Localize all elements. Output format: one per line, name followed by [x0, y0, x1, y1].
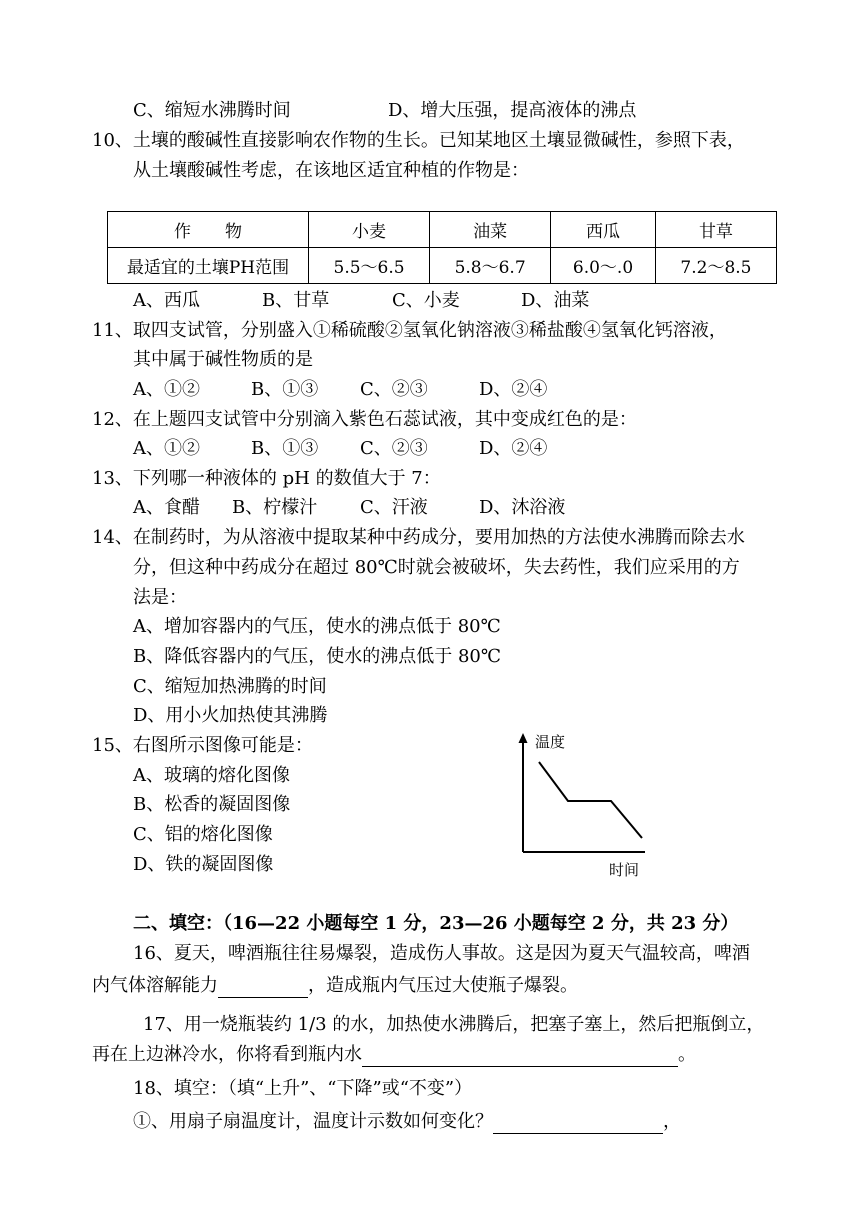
q10-option-c: C、小麦 — [392, 290, 460, 311]
q16-answer-blank[interactable] — [218, 977, 308, 998]
q11-line1: 11、取四支试管，分别盛入①稀硫酸②氢氧化钠溶液③稀盐酸④氢氧化钙溶液， — [92, 320, 727, 341]
q14-line2: 分，但这种中药成分在超过 80℃时就会被破坏，失去药性，我们应采用的方 — [133, 557, 740, 578]
q17-answer-blank[interactable] — [362, 1046, 678, 1067]
q13-option-c: C、汗液 — [360, 497, 428, 518]
q16-text-b: ，造成瓶内气压过大使瓶子爆裂。 — [308, 975, 578, 996]
q16-text-a: 内气体溶解能力 — [92, 975, 218, 996]
q11-option-c: C、②③ — [360, 379, 428, 400]
q9-option-d: D、增大压强，提高液体的沸点 — [388, 100, 637, 121]
q17-line1: 17、用一烧瓶装约 1/3 的水，加热使水沸腾后，把塞子塞上，然后把瓶倒立， — [143, 1014, 765, 1035]
q10-option-a: A、西瓜 — [133, 290, 200, 311]
q16-line2 — [92, 974, 578, 998]
ph-table-header-licorice: 甘草 — [655, 212, 776, 248]
q17-text-b: 。 — [678, 1044, 696, 1065]
q14-option-c: C、缩短加热沸腾的时间 — [133, 676, 327, 697]
q14-option-b: B、降低容器内的气压，使水的沸点低于 80℃ — [133, 646, 501, 667]
q10-option-b: B、甘草 — [262, 290, 330, 311]
ph-table-header-row — [108, 212, 777, 248]
graph-ylabel: 温度 — [535, 733, 566, 751]
ph-table-value-licorice: 7.2～8.5 — [655, 248, 776, 284]
q10-line1: 10、土壤的酸碱性直接影响农作物的生长。已知某地区土壤显微碱性，参照下表， — [92, 130, 745, 151]
ph-table-value-row — [108, 248, 777, 284]
q18-line1: 18、填空：（填“上升”、“下降”或“不变”） — [133, 1078, 473, 1099]
q10-line2: 从土壤酸碱性考虑，在该地区适宜种植的作物是： — [133, 160, 529, 181]
ph-table-header-rapeseed: 油菜 — [430, 212, 551, 248]
q12-line1: 12、在上题四支试管中分别滴入紫色石蕊试液，其中变成红色的是： — [92, 409, 637, 430]
q13-line1: 13、下列哪一种液体的 pH 的数值大于 7： — [92, 468, 441, 489]
q11-option-b: B、①③ — [251, 379, 319, 400]
q17-line2 — [92, 1043, 696, 1067]
ph-table-value-watermelon: 6.0～.0 — [551, 248, 656, 284]
q15-option-d: D、铁的凝固图像 — [133, 854, 274, 875]
ph-table-header-wheat: 小麦 — [309, 212, 430, 248]
cooling-curve — [539, 762, 642, 838]
q18-text-b: ， — [663, 1111, 681, 1132]
q15-option-c: C、铝的熔化图像 — [133, 824, 273, 845]
ph-table-value-rapeseed: 5.8～6.7 — [430, 248, 551, 284]
q11-option-d: D、②④ — [479, 379, 548, 400]
q15-option-b: B、松香的凝固图像 — [133, 794, 291, 815]
q18-line2 — [133, 1110, 681, 1134]
q14-option-d: D、用小火加热使其沸腾 — [133, 705, 328, 726]
q12-option-d: D、②④ — [479, 438, 548, 459]
section-2-title: 二、填空：（16—22 小题每空 1 分，23—26 小题每空 2 分，共 23 分） — [133, 913, 739, 934]
q11-option-a: A、①② — [133, 379, 200, 400]
q14-option-a: A、增加容器内的气压，使水的沸点低于 80℃ — [133, 616, 501, 637]
q12-option-a: A、①② — [133, 438, 200, 459]
q14-line1: 14、在制药时，为从溶液中提取某种中药成分，要用加热的方法使水沸腾而除去水 — [92, 527, 745, 548]
q12-option-c: C、②③ — [360, 438, 428, 459]
ph-table-header-crop: 作 物 — [108, 212, 309, 248]
y-axis-arrow — [519, 733, 528, 743]
ph-table-value-wheat: 5.5～6.5 — [309, 248, 430, 284]
q15-line1: 15、右图所示图像可能是： — [92, 735, 313, 756]
q18-text-a: ①、用扇子扇温度计，温度计示数如何变化？ — [133, 1111, 493, 1132]
q13-option-d: D、沐浴液 — [479, 497, 566, 518]
q13-option-b: B、柠檬汁 — [232, 497, 318, 518]
q9-option-c: C、缩短水沸腾时间 — [133, 100, 291, 121]
graph-xlabel: 时间 — [609, 861, 640, 879]
ph-table-header-watermelon: 西瓜 — [551, 212, 656, 248]
q17-text-a: 再在上边淋冷水，你将看到瓶内水 — [92, 1044, 362, 1065]
ph-table-row-label: 最适宜的土壤PH范围 — [108, 248, 309, 284]
ph-table — [107, 211, 777, 284]
q16-line1: 16、夏天，啤酒瓶往往易爆裂，造成伤人事故。这是因为夏天气温较高，啤酒 — [133, 943, 750, 964]
q13-option-a: A、食醋 — [133, 497, 200, 518]
q15-option-a: A、玻璃的熔化图像 — [133, 765, 290, 786]
temperature-time-graph — [505, 730, 655, 860]
q11-line2: 其中属于碱性物质的是 — [133, 349, 313, 370]
q12-option-b: B、①③ — [251, 438, 319, 459]
q10-option-d: D、油菜 — [521, 290, 590, 311]
q14-line3: 法是： — [133, 587, 187, 608]
q18-answer-blank-1[interactable] — [493, 1113, 663, 1134]
